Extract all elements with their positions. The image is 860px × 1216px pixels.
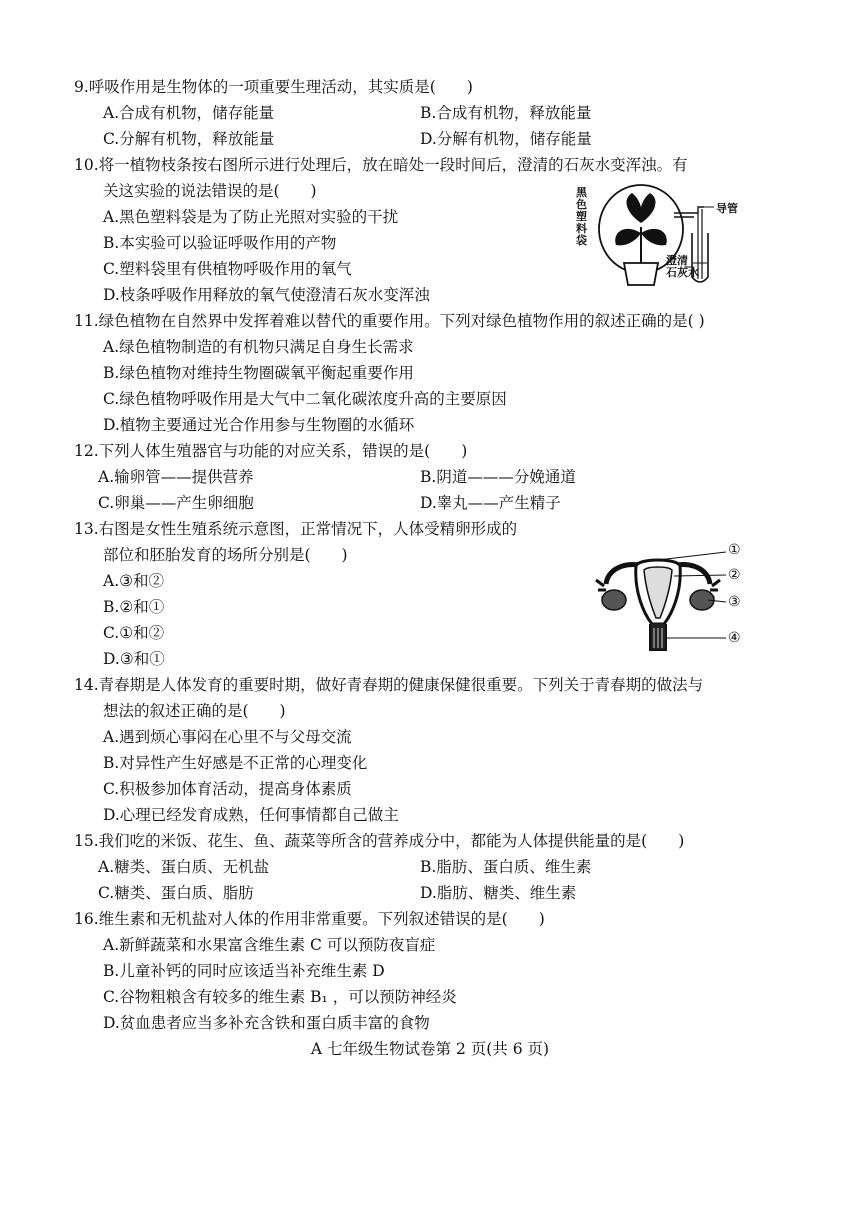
q11-stem: 11.绿色植物在自然界中发挥着难以替代的重要作用。下列对绿色植物作用的叙述正确的是( ) — [74, 312, 705, 330]
q13-option-a: A.③和② — [103, 572, 165, 590]
q15-stem: 15.我们吃的米饭、花生、鱼、蔬菜等所含的营养成分中，都能为人体提供能量的是( ) — [74, 832, 685, 850]
bag-label-char: 黑 — [576, 186, 587, 199]
marker-1: ① — [728, 542, 741, 558]
bag-label-char: 料 — [576, 222, 587, 235]
reproductive-system-figure — [588, 540, 748, 652]
q10-option-c: C.塑料袋里有供植物呼吸作用的氧气 — [103, 260, 352, 278]
q9-option-a: A.合成有机物，储存能量 — [103, 104, 275, 122]
marker-4: ④ — [728, 630, 741, 646]
q9-option-c: C.分解有机物，释放能量 — [103, 130, 275, 148]
q12-option-a: A.输卵管——提供营养 — [98, 468, 254, 486]
q16-option-a: A.新鲜蔬菜和水果富含维生素 C 可以预防夜盲症 — [103, 936, 436, 954]
plant-experiment-figure — [574, 183, 760, 289]
q16-option-c: C.谷物粗粮含有较多的维生素 B₁ ，可以预防神经炎 — [103, 988, 457, 1006]
q15-option-d: D.脂肪、糖类、维生素 — [420, 884, 577, 902]
q12-option-c: C.卵巢——产生卵细胞 — [98, 494, 254, 512]
reproductive-system-diagram — [588, 540, 748, 652]
q13-option-c: C.①和② — [103, 624, 165, 642]
q10-stem-line2: 关这实验的说法错误的是( ) — [103, 182, 317, 200]
q15-option-c: C.糖类、蛋白质、脂肪 — [98, 884, 254, 902]
q16-stem: 16.维生素和无机盐对人体的作用非常重要。下列叙述错误的是( ) — [74, 910, 545, 928]
q9-stem: 9.呼吸作用是生物体的一项重要生理活动，其实质是( ) — [74, 78, 473, 96]
q10-stem-line1: 10.将一植物枝条按右图所示进行处理后，放在暗处一段时间后，澄清的石灰水变浑浊。有 — [74, 156, 688, 174]
bag-label-char: 塑 — [576, 210, 587, 223]
q13-option-d: D.③和① — [103, 650, 165, 668]
q14-stem-line2: 想法的叙述正确的是( ) — [103, 702, 286, 720]
q11-option-a: A.绿色植物制造的有机物只满足自身生长需求 — [103, 338, 414, 356]
q13-stem-line2: 部位和胚胎发育的场所分别是( ) — [103, 546, 348, 564]
marker-3: ③ — [728, 594, 741, 610]
lime-water-label — [666, 255, 699, 279]
page-footer: A 七年级生物试卷第 2 页(共 6 页) — [310, 1040, 550, 1058]
q13-option-b: B.②和① — [103, 598, 165, 616]
bag-label-char: 袋 — [576, 234, 587, 247]
q15-option-b: B.脂肪、蛋白质、维生素 — [420, 858, 592, 876]
q16-option-d: D.贫血患者应当多补充含铁和蛋白质丰富的食物 — [103, 1014, 430, 1032]
q9-option-d: D.分解有机物，储存能量 — [420, 130, 592, 148]
q10-option-a: A.黑色塑料袋是为了防止光照对实验的干扰 — [103, 208, 399, 226]
q11-option-b: B.绿色植物对维持生物圈碳氧平衡起重要作用 — [103, 364, 414, 382]
q9-option-b: B.合成有机物，释放能量 — [420, 104, 592, 122]
q10-option-d: D.枝条呼吸作用释放的氧气使澄清石灰水变浑浊 — [103, 286, 430, 304]
q14-stem-line1: 14.青春期是人体发育的重要时期，做好青春期的健康保健很重要。下列关于青春期的做法与 — [74, 676, 704, 694]
q10-option-b: B.本实验可以验证呼吸作用的产物 — [103, 234, 337, 252]
tube-label: 导管 — [716, 202, 738, 215]
q11-option-c: C.绿色植物呼吸作用是大气中二氧化碳浓度升高的主要原因 — [103, 390, 507, 408]
bag-label-char: 色 — [576, 198, 587, 211]
q14-option-d: D.心理已经发育成熟，任何事情都自己做主 — [103, 806, 399, 824]
marker-2: ② — [728, 567, 741, 583]
q14-option-a: A.遇到烦心事闷在心里不与父母交流 — [103, 728, 352, 746]
q11-option-d: D.植物主要通过光合作用参与生物圈的水循环 — [103, 416, 415, 434]
q15-option-a: A.糖类、蛋白质、无机盐 — [98, 858, 270, 876]
q12-option-b: B.阴道———分娩通道 — [420, 468, 576, 486]
lime-label-line: 澄清 — [666, 254, 688, 267]
q12-option-d: D.睾丸——产生精子 — [420, 494, 561, 512]
q13-stem-line1: 13.右图是女性生殖系统示意图，正常情况下，人体受精卵形成的 — [74, 520, 518, 538]
q14-option-b: B.对异性产生好感是不正常的心理变化 — [103, 754, 368, 772]
bag-label — [576, 187, 588, 247]
q16-option-b: B.儿童补钙的同时应该适当补充维生素 D — [103, 962, 385, 980]
q12-stem: 12.下列人体生殖器官与功能的对应关系，错误的是( ) — [74, 442, 468, 460]
lime-label-line: 石灰水 — [666, 266, 699, 279]
q14-option-c: C.积极参加体育活动，提高身体素质 — [103, 780, 352, 798]
